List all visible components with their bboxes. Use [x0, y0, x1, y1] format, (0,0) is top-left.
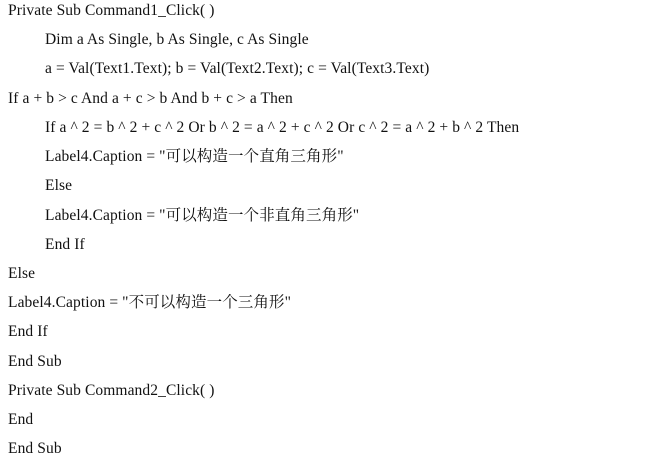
- code-line: If a + b > c And a + c > b And b + c > a Then: [8, 90, 293, 107]
- code-line: If a ^ 2 = b ^ 2 + c ^ 2 Or b ^ 2 = a ^ 2 + c ^ 2 Or c ^ 2 = a ^ 2 + b ^ 2 Then: [45, 119, 520, 136]
- code-line: Private Sub Command2_Click( ): [8, 382, 215, 399]
- code-line: Label4.Caption = "不可以构造一个三角形": [8, 294, 292, 311]
- code-line: End Sub: [8, 353, 62, 370]
- code-line: End If: [45, 236, 85, 253]
- code-line: Else: [45, 177, 73, 194]
- code-line: Label4.Caption = "可以构造一个直角三角形": [45, 148, 344, 165]
- code-line: Else: [8, 265, 36, 282]
- code-line: End Sub: [8, 440, 62, 457]
- code-line: Private Sub Command1_Click( ): [8, 2, 215, 19]
- code-line: Label4.Caption = "可以构造一个非直角三角形": [45, 207, 360, 224]
- code-line: End: [8, 411, 34, 428]
- code-line: a = Val(Text1.Text); b = Val(Text2.Text); c = Val(Text3.Text): [45, 60, 430, 77]
- code-line: End If: [8, 323, 48, 340]
- code-line: Dim a As Single, b As Single, c As Single: [45, 31, 309, 48]
